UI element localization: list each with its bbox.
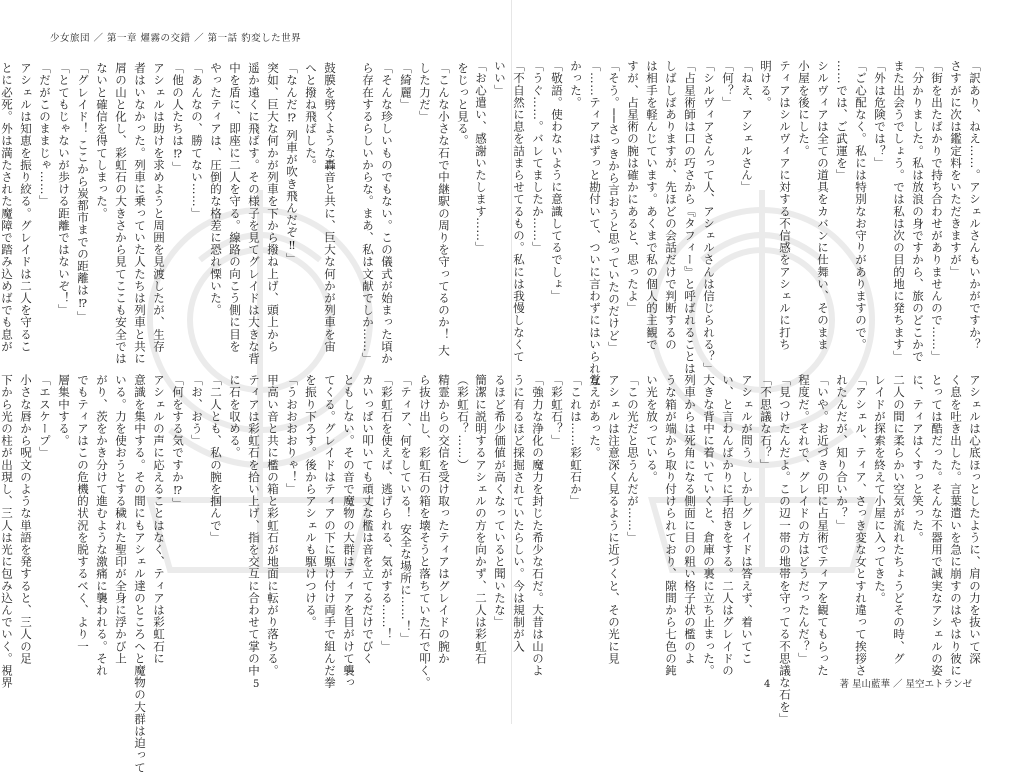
running-header: 少女旅団 ／ 第一章 燿霧の交錯 ／ 第一話 豹変した世界 [50,33,302,44]
page-number: 4 [764,679,771,690]
body-text-upper: 「訳あり、ねえ……。アシェルさんもいかがですか？ さすがに次は鑑定料をいただきますが」 「街を出たばかりで持ち合わせがありませんので……」 「分かりました。私は放浪の身ですから、旅のどこかで また出会うでしょう。では私は次の目的地に発ちます」 「外は危険では？」 「ご心配なく。私には特別なお守りがありますので。 ……では、ご武運を」 シルヴィアは全ての道具をカバンに仕舞い、そのまま 小屋を後にした。 ティアはシルヴィアに対する不信感をアシェルに打ち 明ける。 「ねえ、アシェルさん」 「何？」 「シルヴィアさんって人、アシェルさんは信じられる？」 「占星術師は口の巧さから『タフィー』と呼ばれることは しばしばありますが、先ほどの会話だけで判断するの は相手を軽んじています。あくまで私の個人的主観で すが、占星術の腕は確かにあると、思ったよ」 「そう。──さっきから言おうと思っていたのだけど」 「……ティアはずっと勘付いて、ついに言わずにはいられな かった。 「敬語。使わないように意識してるでしょ」 「うぐ……。バレてましたか……」 「不自然に息を詰まらせてるもの。私には我慢しなくて いい」 「お心遣い、感謝いたします……」 [474,60,982,387]
author-footer: 著 星山藍華 ／ 星空エトランゼ [839,679,972,690]
body-text-lower: アシェルは心底ほっとしたように、肩の力を抜いて深 く息を吐き出した。言葉遣いを急に崩すのはやはり彼に とっては酷だった。そんな不器用で誠実なアシェルの姿 に、ティアはくすっと笑った。 二人の間に柔らかい空気が流れたちょうどその時、グ レイドが探索を終えて小屋に入ってきた。 「アシェル、ティア、さっき変な女とすれ違って挨拶さ れたんだが、知り合いか？」 「いや。お近づきの印に占星術でティアを観てもらった 程度だ。それで、グレイドの方はどうだったんだ？」 「見つけたんだよ。この辺一帯の地帯を守ってる不思議な石を」 「不思議な石？」 アシェルが問う。しかしグレイドは答えず、着いてこ い、と言わんばかりに手招きをする。二人はグレイドの 大きな背中に着いていくと、倉庫の裏に立ち止まった。 列車からは死角になる側面に目の粗い格子状の檻のよ うな箱が端から取り付けられており、隙間から七色の鈍 い光を放っている。 「この光だと思うんだが……」 アシェルは注意深く見るように近づくと、その光に見 覚えがあった。 「これは……彩虹石か」 「彩虹石？」 「強力な浄化の魔力を封じた希少な石だ。大昔は山のよ うに有るほど採掘されていたらしい。今は規制が入 るほど希少価値が高くなっていると聞いたな」 簡潔に説明するアシェルの方を向かず、二人は彩虹石 [474,374,982,725]
body-text-lower: （彩虹石？……） 精霊からの交信を受け取ったティアはグレイドの腕か ら抜け出し、彩虹石の箱を壊そうと落ちていた石で叩く。 「ティア、何をしている！ 安全な場所に……！」 「彩虹石を使えば、逃げられる、気がする……！」 カいっぱい叩いても頑丈な檻は音を立てるだけでびく ともしない。その音で魔物の大群はティアを目がけて襲っ てくる。グレイドはティアの下に駆け付け両手で組んだ拳 を振り下ろす。後からアシェルも駆けつける。 「うおおおおりゃ！」 甲高い音と共に檻の箱と彩虹石が地面に転がり落ちる。 ティアは彩虹石を拾い上げ、指を交互に合わせて掌の中 に石を収める。 「二人とも、私の腕を掴んで」 「お、おう」 「何をする気ですか⁉」 アシェルの声に応えることはなく、ティアは彩虹石に 意識を集中する。その間にもアシェル達のところへと魔物の大群は迫って いる。力を使おうとする穢れた聖印が全身に浮かび上 がり、茨をかき分けて進むような激痛に襲われる。それ でもティアはこの危機的状況を脱するべく、より一 層集中する。 「エスケープ」 小さな唇から呪文のような単語を発すると、三人の足 下から光の柱が出現し、三人は光に包み込んでいく。視界 [0,374,470,773]
right-page [474,0,1024,725]
page-number: 5 [253,679,260,690]
body-text-upper: をじっと見る。 「こんな小さな石で中継駅の周りを守ってるのか！ 大 した力だ」 「綺麗」 「そんな珍しいものでもない。この儀式が始まった頃か ら存在するらしいからな。まあ、私は文献でしか……」 鼓膜を劈くような轟音と共に、巨大な何かが列車を宙 へと撥ね飛ばした。 「なんだ⁉ 列車が吹き飛んだぞ‼」 突如、巨大な何かが列車を下から撥ね上げ、頭上から 遥か遠くに飛ばす。その様子を見てグレイドは大きな背 中を盾に、即座に二人を守る。線路の向こう側に目を やったティアは、圧倒的な格差に恐れ慄いた。 「あんなの、勝てない……」 「他の人たちは⁉」 アシェルは助けを求めようと周囲を見渡したが、生存 者はいなかった。列車に乗っていた人たちは列車と共に 屑の山と化し、彩虹石の大きさから見てここも安全では ないと確信を得てしまった。 「グレイド！ ここから炭都市までの距離は⁉」 「とてもじゃないが歩ける距離ではないぞ！」 「だがこのままじゃ……」 アシェルは知恵を振り絞る。グレイドは二人を守るこ とに必死。外は満たされた魔障で踏み込めばでも息が [0,62,470,365]
